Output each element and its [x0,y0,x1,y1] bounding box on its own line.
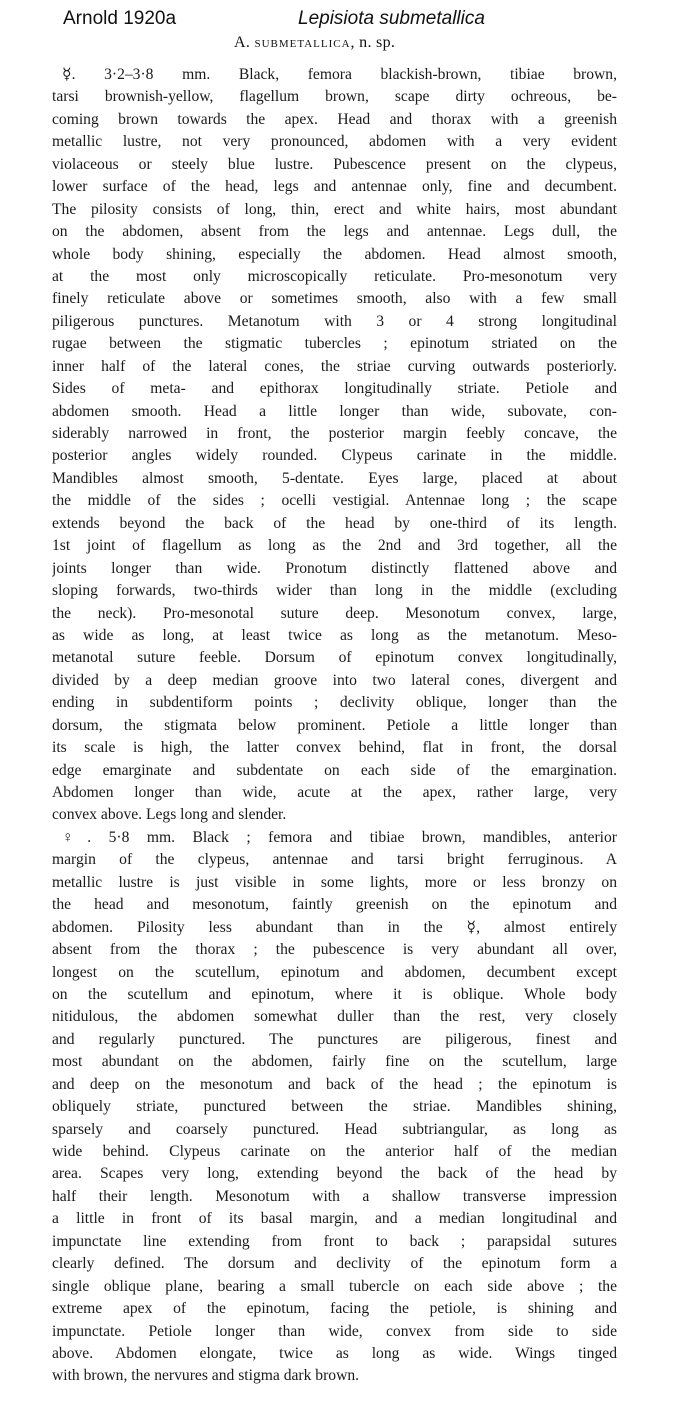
text-line: sloping forwards, two-thirds wider than long in the middle (excluding [52,582,617,600]
citation-label: Arnold 1920a [63,8,177,29]
text-line: joints longer than wide. Pronotum distinctly flattened above and [52,559,617,577]
text-line: sparsely and coarsely punctured. Head subtriangular, as long as [52,1120,617,1138]
text-line: metallic lustre, not very pronounced, abdomen with a very evident [52,133,617,151]
text-line: obliquely striate, punctured between the striae. Mandibles shining, [52,1098,617,1116]
female-description [52,827,617,1388]
text-line: area. Scapes very long, extending beyond the back of the head by [52,1165,617,1183]
text-line: edge emarginate and subdentate on each side of the emargination. [52,761,617,779]
text-line: clearly defined. The dorsum and declivity of the epinotum form a [52,1255,617,1273]
text-line: 1st joint of flagellum as long as the 2nd and 3rd together, all the [52,537,617,555]
text-line: wide behind. Clypeus carinate on the anterior half of the median [52,1143,617,1160]
text-line: on the scutellum and epinotum, where it is oblique. Whole body [52,985,617,1003]
text-line: impunctate. Petiole longer than wide, convex from side to side [52,1322,617,1340]
text-line: on the abdomen, absent from the legs and antennae. Legs dull, the [52,223,617,241]
text-line: impunctate line extending from front to back ; parapsidal sutures [52,1232,617,1250]
text-line: divided by a deep median groove into two lateral cones, divergent and [52,671,617,689]
text-line: absent from the thorax ; the pubescence is very abundant all over, [52,941,617,959]
text-line: half their length. Mesonotum with a shallow transverse impression [52,1187,617,1205]
text-line: most abundant on the abdomen, fairly fine on the scutellum, large [52,1053,617,1071]
text-line: metanotal suture feeble. Dorsum of epinotum convex longitudinally, [52,649,617,667]
text-line: its scale is high, the latter convex behind, flat in front, the dorsal [52,739,617,757]
text-line: coming brown towards the apex. Head and thorax with a greenish [52,110,617,128]
text-line: violaceous or steely blue lustre. Pubescence present on the clypeus, [52,155,617,173]
text-line: lower surface of the head, legs and antennae only, fine and decumbent. [52,178,617,196]
text-line: ☿. 3·2–3·8 mm. Black, femora blackish-brown, tibiae brown, [62,66,617,83]
text-line: rugae between the stigmatic tubercles ; epinotum striated on the [52,335,617,353]
text-line: posterior angles widely rounded. Clypeus carinate in the middle. [52,447,617,465]
text-line: abdomen. Pilosity less abundant than in the ☿, almost entirely [52,918,617,936]
text-line: whole body shining, especially the abdomen. Head almost smooth, [52,245,617,263]
text-line: and regularly punctured. The punctures are piligerous, finest and [52,1030,617,1048]
status-note: , n. sp. [350,34,396,51]
text-line: as wide as long, at least twice as long as the metanotum. Meso- [52,626,617,644]
text-line: piligerous punctures. Metanotum with 3 or 4 strong longitudinal [52,312,617,330]
text-line: longest on the scutellum, epinotum and abdomen, decumbent except [52,963,617,981]
worker-description [52,64,617,827]
text-line: with brown, the nervures and stigma dark brown. [52,1367,360,1385]
text-line: the head and mesonotum, faintly greenish on the epinotum and [52,896,617,914]
text-line: the middle of the sides ; ocelli vestigial. Antennae long ; the scape [52,492,617,510]
species-title: Lepisiota submetallica [298,8,485,29]
text-line: ending in subdentiform points ; declivity oblique, longer than the [52,694,617,712]
text-line: Abdomen longer than wide, acute at the apex, rather large, very [52,784,617,801]
text-line: extends beyond the back of the head by one-third of its length. [52,514,617,532]
text-line: single oblique plane, bearing a small tubercle on each side above ; the [52,1277,617,1295]
text-line: inner half of the lateral cones, the striae curving outwards posteriorly. [52,357,617,375]
text-line: tarsi brownish-yellow, flagellum brown, scape dirty ochreous, be- [52,88,617,106]
text-line: ♀. 5·8 mm. Black ; femora and tibiae brown, mandibles, anterior [62,828,617,846]
genus-abbrev: A. [234,34,251,51]
text-line: nitidulous, the abdomen somewhat duller than the rest, very closely [52,1008,617,1026]
text-line: above. Abdomen elongate, twice as long as wide. Wings tinged [52,1344,617,1362]
text-line: Sides of meta- and epithorax longitudinally striate. Petiole and [52,380,617,398]
text-line: siderably narrowed in front, the posterior margin feebly concave, the [52,425,617,442]
text-line: abdomen smooth. Head a little longer than wide, subovate, con- [52,402,617,420]
text-line: the neck). Pro-mesonotal suture deep. Mesonotum convex, large, [52,604,617,622]
text-line: dorsum, the stigmata below prominent. Petiole a little longer than [52,716,617,734]
text-line: a little in front of its basal margin, and a median longitudinal and [52,1210,617,1228]
description-body [52,64,617,1388]
text-line: finely reticulate above or sometimes smooth, also with a few small [52,290,617,308]
species-name: submetallica [254,34,351,51]
text-line: at the most only microscopically reticulate. Pro-mesonotum very [52,267,617,285]
text-line: The pilosity consists of long, thin, erect and white hairs, most abundant [52,200,617,218]
section-heading [234,34,395,52]
text-line: extreme apex of the epinotum, facing the petiole, is shining and [52,1300,617,1318]
text-line: margin of the clypeus, antennae and tarsi bright ferruginous. A [52,851,617,869]
text-line: metallic lustre is just visible in some lights, more or less bronzy on [52,873,617,891]
text-line: convex above. Legs long and slender. [52,806,287,824]
text-line: and deep on the mesonotum and back of the head ; the epinotum is [52,1075,617,1093]
text-line: Mandibles almost smooth, 5-dentate. Eyes large, placed at about [52,469,617,487]
